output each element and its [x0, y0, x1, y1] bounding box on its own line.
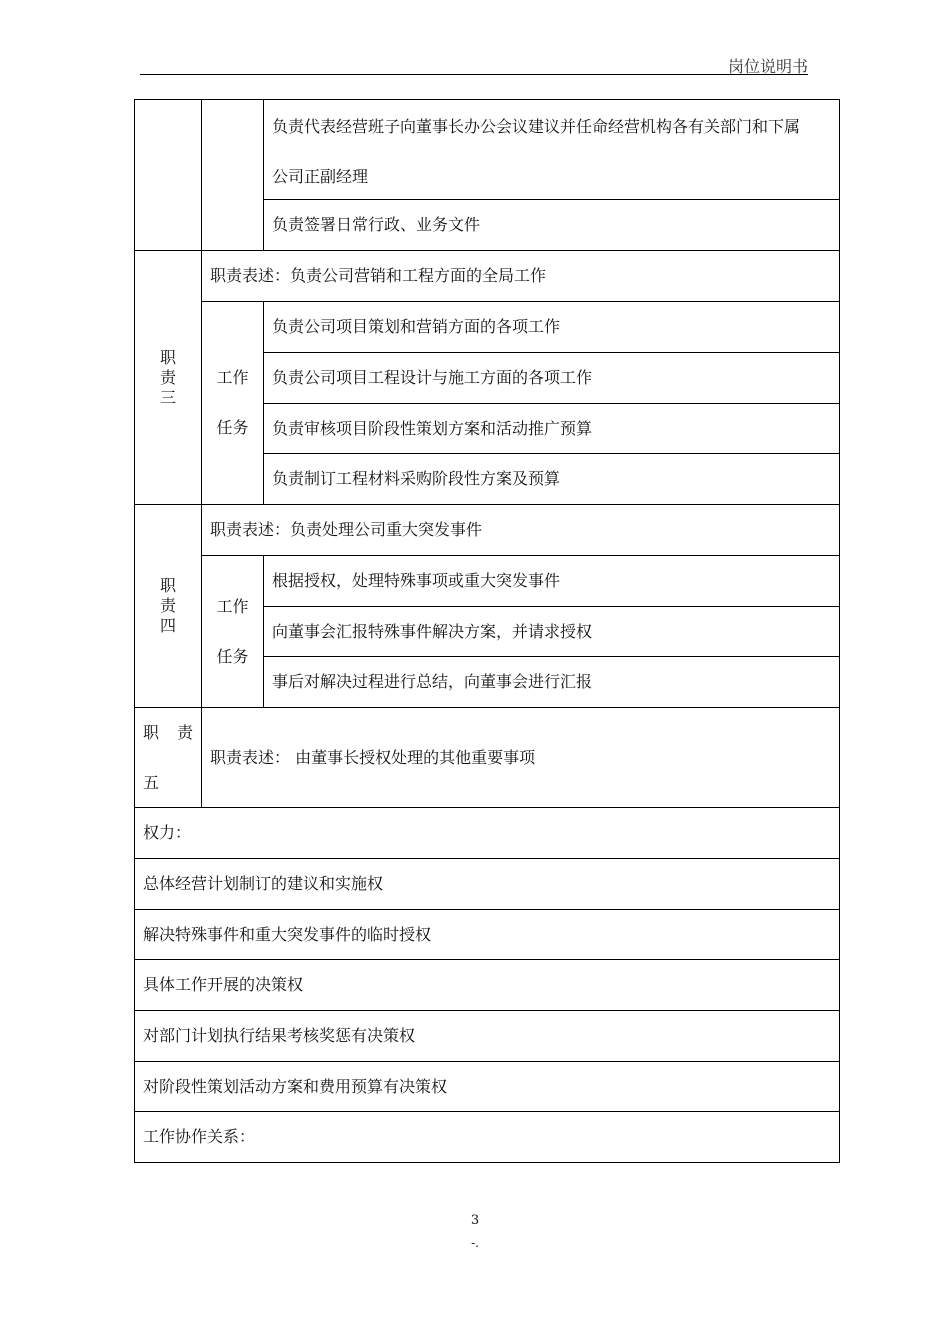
duty2-task-label-cell: [202, 100, 264, 251]
page-separator: -.: [471, 1236, 479, 1250]
duty3-label-cell: [135, 251, 202, 505]
cooperation-row: [135, 1112, 840, 1163]
duty4-task-text: 向董事会汇报特殊事件解决方案，并请求授权: [272, 621, 593, 641]
page-header: [140, 52, 808, 75]
power-item: 总体经营计划制订的建议和实施权: [143, 874, 384, 893]
duty2-label-cell: [135, 100, 202, 251]
duty2-task-text: 公司正副经理: [272, 166, 369, 186]
duty3-task-row: [264, 302, 840, 353]
duty2-task-text: 负责代表经营班子向董事长办公会议建议并任命经营机构各有关部门和下属: [272, 116, 801, 136]
power-row: [135, 1062, 840, 1112]
duty5-label-char: 五: [143, 772, 160, 792]
duty4-task-row: [264, 556, 840, 607]
duty2-task-row: [264, 200, 840, 251]
duty2-task-row: [264, 100, 840, 200]
job-description-table: [134, 99, 840, 1163]
duty4-label: 职责四: [159, 576, 176, 635]
duty3-task-label: 任务: [216, 418, 249, 437]
duty3-task-label-cell: [202, 302, 264, 505]
power-row: [135, 960, 840, 1011]
duty3-task-row: [264, 454, 840, 505]
duty3-description: 职责表述：负责公司营销和工程方面的全局工作: [210, 266, 547, 285]
power-row: [135, 1011, 840, 1062]
duty3-label: 职责三: [159, 347, 176, 407]
power-item: 具体工作开展的决策权: [143, 975, 304, 994]
duty3-description-row: [202, 251, 840, 302]
duty3-task-row: [264, 404, 840, 454]
duty3-task-text: 负责公司项目策划和营销方面的各项工作: [272, 317, 561, 336]
power-row: [135, 910, 840, 960]
duty4-task-text: 根据授权，处理特殊事项或重大突发事件: [272, 571, 561, 590]
duty3-task-text: 负责审核项目阶段性策划方案和活动推广预算: [272, 418, 593, 438]
duty4-task-label: 任务: [216, 646, 249, 666]
duty5-label-cell: [135, 708, 202, 808]
power-item: 解决特殊事件和重大突发事件的临时授权: [143, 924, 432, 944]
header-title: 岗位说明书: [727, 57, 808, 76]
duty5-label-char: 责: [176, 722, 193, 742]
duty4-task-label: 工作: [216, 596, 249, 616]
power-item: 对部门计划执行结果考核奖惩有决策权: [143, 1026, 416, 1045]
duty5-description: 职责表述： 由董事长授权处理的其他重要事项: [210, 747, 536, 767]
powers-title: 权力：: [143, 823, 192, 842]
duty4-task-row: [264, 657, 840, 708]
power-row: [135, 859, 840, 910]
duty3-task-row: [264, 353, 840, 404]
duty4-task-label-cell: [202, 556, 264, 708]
power-item: 对阶段性策划活动方案和费用预算有决策权: [143, 1076, 448, 1096]
duty5-description-row: [202, 708, 840, 808]
duty4-description: 职责表述：负责处理公司重大突发事件: [210, 520, 483, 539]
duty4-description-row: [202, 505, 840, 556]
duty5-label-char: 职: [143, 722, 160, 742]
page-number: 3: [470, 1213, 480, 1228]
duty4-label-cell: [135, 505, 202, 708]
powers-title-row: [135, 808, 840, 859]
duty4-task-row: [264, 607, 840, 657]
cooperation-title: 工作协作关系：: [143, 1127, 256, 1146]
duty3-task-text: 负责公司项目工程设计与施工方面的各项工作: [272, 368, 593, 387]
duty3-task-label: 工作: [216, 368, 249, 387]
duty2-task-text: 负责签署日常行政、业务文件: [272, 215, 481, 234]
duty3-task-text: 负责制订工程材料采购阶段性方案及预算: [272, 469, 561, 488]
duty4-task-text: 事后对解决过程进行总结，向董事会进行汇报: [272, 672, 593, 691]
